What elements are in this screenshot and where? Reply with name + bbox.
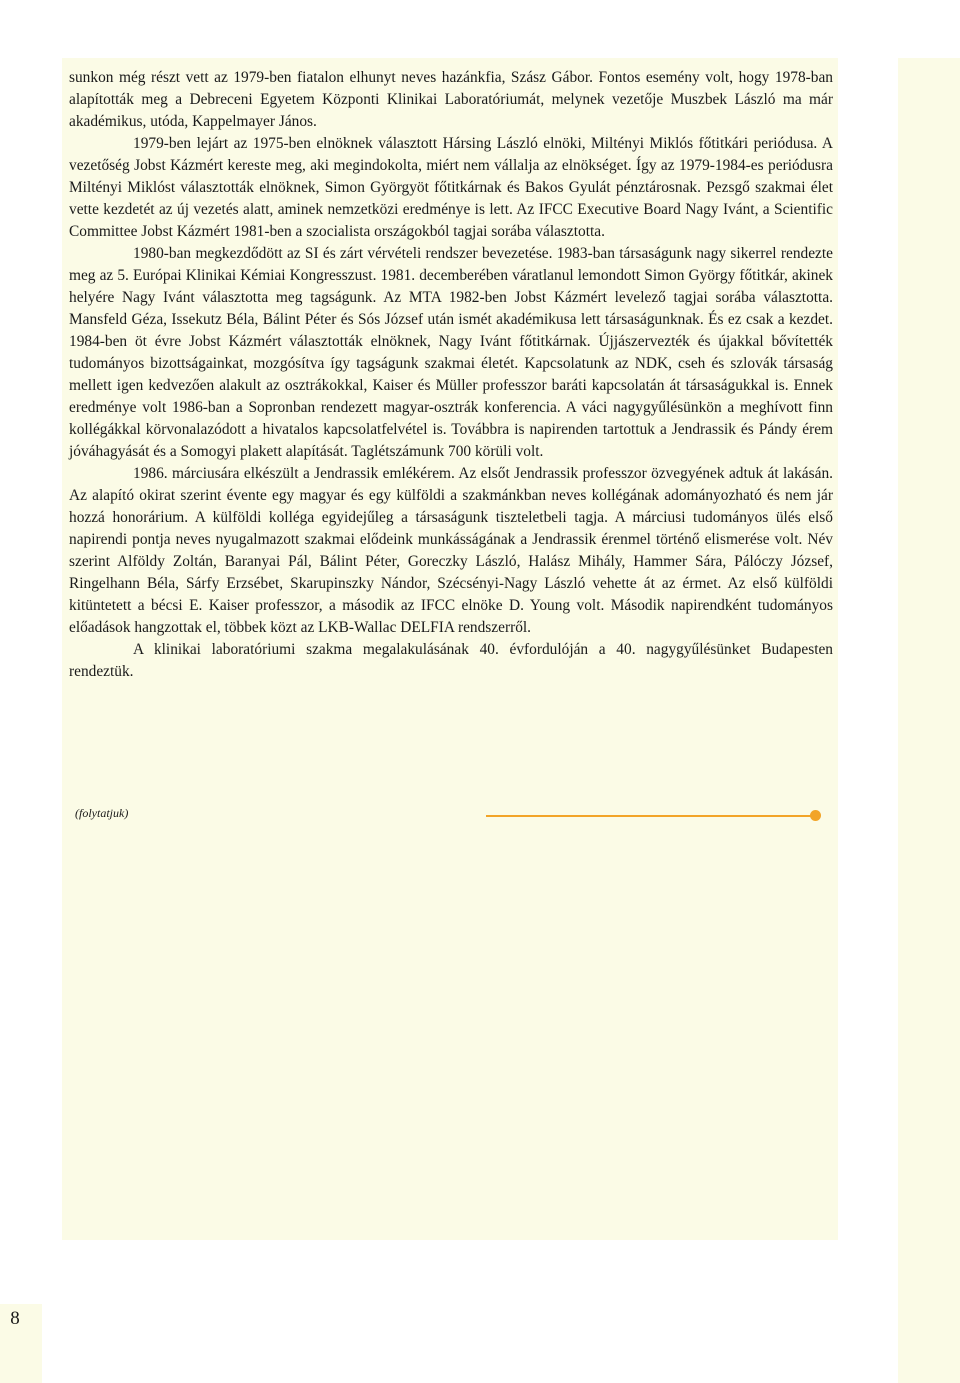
paragraph: 1986. márciusára elkészült a Jendrassik emlékérem. Az elsőt Jendrassik professzor özvegyének adtuk át lakásán. Az alapító okirat szerint évente egy magyar és egy külföldi a szakmánkban neves kollégának adományozható és nem jár hozzá honorárium. A külföldi kolléga egyidejűleg a társaságunk tiszteletbeli tagja. A márciusi tudományos ülés első napirendi pontja neves nyugalmazott szakmai elődeink munkásságának a Jendrassik érenmel történő elismerése volt. Név szerint Alföldy Zoltán, Baranyai Pál, Bálint Péter, Goreczky László, Halász Mihály, Hammer Sára, Pálóczy József, Ringelhann Béla, Sárfy Erzsébet, Skarupinszky Nándor, Szécsényi-Nagy László vehette át az érmet. Az első külföldi kitüntetett a bécsi E. Kaiser professzor, a második az IFCC elnöke D. Young volt. Második napirendként tudományos előadások hangzottak el, többek közt az LKB-Wallac DELFIA rendszerről.	[69, 465, 833, 636]
paragraph: 1979-ben lejárt az 1975-ben elnöknek választott Hársing László elnöki, Miltényi Miklós főtitkári periódusa. A vezetőség Jobst Kázmért kereste meg, aki megindokolta, miért nem vállalja az elnökséget. Így az 1979-1984-es periódusra Miltényi Miklóst választották elnöknek, Simon Györgyöt főtitkárnak és Bakos Gyulát pénztárosnak. Pezsgő szakmai élet vette kezdetét az új vezetés alatt, aminek nemzetközi eredménye is lett. Az IFCC Executive Board Nagy Ivánt, a Scientific Committee Jobst Kázmért 1981-ben a szocialista országokból tagjai sorába választotta.	[69, 135, 833, 240]
right-margin-panel	[898, 58, 960, 1383]
top-decorative-band	[0, 0, 898, 34]
paragraph: sunkon még részt vett az 1979-ben fiatalon elhunyt neves hazánkfia, Szász Gábor. Fontos esemény volt, hogy 1978-ban alapították meg a Debreceni Egyetem Központi Klinikai Laboratóriumát, melynek vezetője Muszbek László ma már akadémikus, utóda, Kappelmayer János.	[69, 69, 833, 130]
continuation-note: (folytatjuk)	[75, 806, 129, 820]
bottom-decorative-band	[0, 1268, 898, 1304]
orange-divider-line	[486, 815, 814, 817]
paragraph: 1980-ban megkezdődött az SI és zárt vérvételi rendszer bevezetése. 1983-ban társaságunk nagy sikerrel rendezte meg az 5. Európai Klinikai Kémiai Kongresszust. 1981. decemberében váratlanul lemondott Simon György főtitkár, akinek helyére Nagy Ivánt választotta meg tagságunk. Az MTA 1982-ben Jobst Kázmért levelező tagjai sorába választotta. Mansfeld Géza, Issekutz Béla, Bálint Péter és Sós József után ismét akadémikusa lett társaságunknak. És ez csak a kezdet. 1984-ben öt évre Jobst Kázmért választották elnöknek, Nagy Ivánt főtitkárnak. Újjászervezték és újakkal bővítették tudományos bizottságainkat, mozgósítva így tagságunk szakmai életét. Kapcsolatunk az NDK, cseh és szlovák társaság mellett igen kedvezően alakult az osztrákokkal, Kaiser és Müller professzor baráti kapcsolatán át társaságukkal is. Ennek eredménye volt 1986-ban a Sopronban rendezett magyar-osztrák konferencia. A váci nagygyűlésünkön a meghívott finn kollégákkal körvonalazódott a hivatalos kapcsolatfelvétel is. Továbbra is napirenden tartottuk a Jendrassik és Pándy érem jóváhagyását és a Somogyi plakett alapítását. Taglétszámunk 700 körüli volt.	[69, 245, 833, 460]
paragraph: A klinikai laboratóriumi szakma megalakulásának 40. évfordulóján a 40. nagygyűlésünket Budapesten rendeztük.	[69, 641, 833, 680]
orange-dot-icon	[810, 810, 821, 821]
page-number: 8	[10, 1308, 20, 1329]
article-body	[69, 67, 833, 683]
